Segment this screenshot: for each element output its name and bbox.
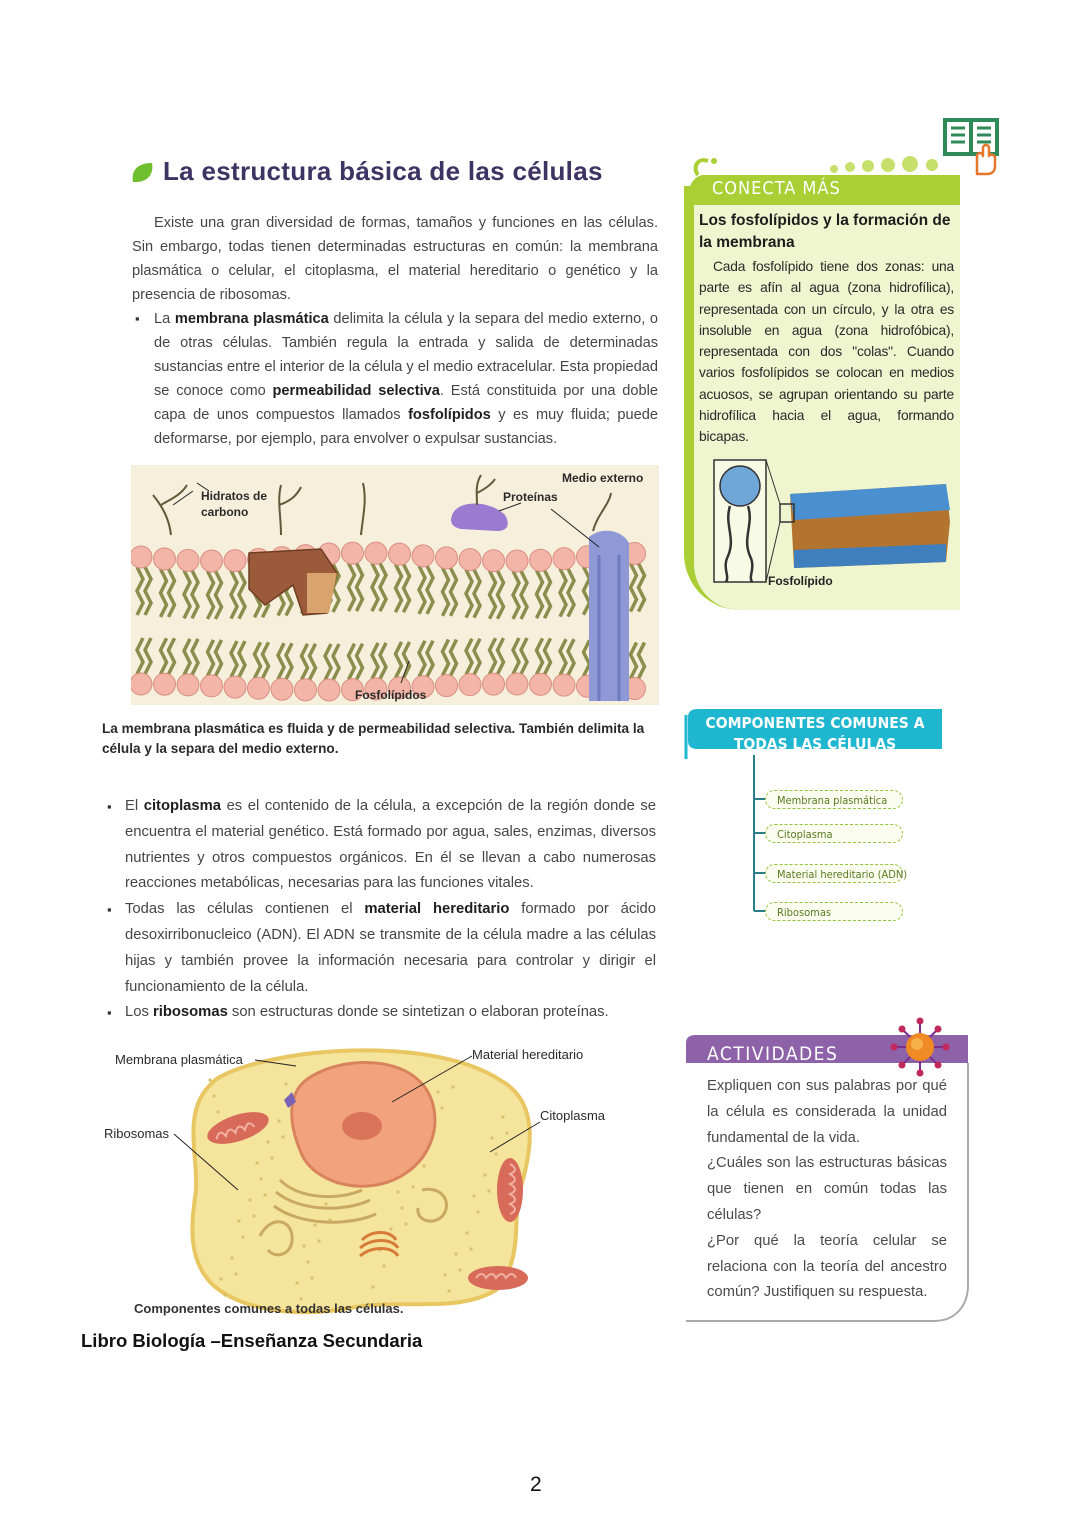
membrane-caption: La membrana plasmática es fluida y de permeabilidad selectiva. También delimita la célula y la separa del medio externo.: [102, 721, 645, 756]
ribosome-dot: [465, 1231, 468, 1234]
label-proteinas: Proteínas: [503, 490, 558, 504]
phospholipid-head: [483, 550, 505, 572]
phospholipid-head: [318, 679, 340, 701]
cell-caption: Componentes comunes a todas las células.: [134, 1301, 404, 1316]
ribosome-dot: [234, 1272, 237, 1275]
ribosome-dot: [252, 1214, 255, 1217]
label-fosfolipidos: Fosfolípidos: [355, 688, 427, 702]
ribosome-dot: [295, 1281, 298, 1284]
source-credit: Libro Biología –Enseñanza Secundaria: [81, 1330, 423, 1351]
ribosome-dot: [487, 1189, 490, 1192]
ribosome-dot: [454, 1252, 457, 1255]
phospholipid-head: [224, 676, 246, 698]
ribosome-dot: [458, 1268, 461, 1271]
ribosome-dot: [212, 1094, 215, 1097]
ribosome-dot: [284, 1082, 287, 1085]
ribosome-dot: [266, 1140, 269, 1143]
label-fosfolipido: Fosfolípido: [768, 574, 833, 588]
phospholipid-head: [553, 548, 575, 570]
page-number: 2: [530, 1473, 542, 1496]
ribosome-dot: [469, 1247, 472, 1250]
intro-paragraph: Existe una gran diversidad de formas, tamaños y funciones en las células. Sin embargo, todas tienen determinadas estructuras en común: la membrana plasmática o celular, el citoplasma, el material hereditario o genético y la presencia de ribosomas.: [132, 215, 658, 303]
ribosome-dot: [324, 1202, 327, 1205]
conecta-header: CONECTA MÁS: [712, 178, 841, 199]
list-item: ▪ El citoplasma es el contenido de la célula, a excepción de la región donde se encuentra el material genético. Está formado por agua, sales, enzimas, diversos nutrientes y otros compuestos orgánicos. En él se llevan a cabo numerosas reacciones metabólicas, necesarias para las funciones vitales.: [104, 794, 656, 897]
ribosome-dot: [208, 1078, 211, 1081]
phospholipid-head: [459, 549, 481, 571]
label-membrana-plasmatica: Membrana plasmática: [115, 1052, 243, 1067]
ribosome-dot: [447, 1289, 450, 1292]
componente-item: Material hereditario (ADN): [765, 864, 903, 883]
ribosome-dot: [317, 1239, 320, 1242]
phospholipid-head: [271, 678, 293, 700]
ribosome-dot: [396, 1190, 399, 1193]
ribosome-dot: [505, 1131, 508, 1134]
ribosome-dot: [263, 1193, 266, 1196]
ribosome-dot: [389, 1227, 392, 1230]
ribosome-dot: [230, 1256, 233, 1259]
phospholipid-illustration: [710, 458, 956, 598]
conecta-text: Cada fosfolípido tiene dos zonas: una parte es afín al agua (zona hidrofílica), representada con un círculo, y la otra es insoluble en agua (zona hidrofóbica), representada con dos "colas". Cuando varios fosfolípidos se colocan en medios acuosos, se agrupan orientando su parte hidrofílica hacia el agua, formando bicapas.: [699, 259, 954, 445]
actividades-title: ACTIVIDADES: [707, 1043, 839, 1065]
phospholipid-head: [459, 674, 481, 696]
phospholipid-head: [131, 546, 152, 568]
membrane-list: [132, 307, 658, 451]
phospholipid-head: [131, 673, 152, 695]
ribosome-dot: [476, 1210, 479, 1213]
ribosome-dot: [259, 1177, 262, 1180]
cell-illustration: [100, 1040, 620, 1330]
label-medio-externo: Medio externo: [562, 471, 644, 485]
componente-item: Membrana plasmática: [765, 790, 903, 809]
phospholipid-head: [412, 545, 434, 567]
ribosome-dot: [490, 1136, 493, 1139]
phospholipid-head: [177, 674, 199, 696]
ribosome-dot: [400, 1206, 403, 1209]
ribosome-dot: [382, 1264, 385, 1267]
phospholipid-head: [154, 673, 176, 695]
actividad-question: Expliquen con sus palabras por qué la célula es considerada la unidad fundamental de la vida.: [707, 1078, 947, 1146]
ribosome-dot: [404, 1222, 407, 1225]
phospholipid-head: [483, 673, 505, 695]
ribosome-dot: [248, 1198, 251, 1201]
ribosome-dot: [472, 1194, 475, 1197]
conecta-title: Los fosfolípidos y la formación de la membrana: [699, 212, 951, 251]
ribosome-dot: [302, 1244, 305, 1247]
phospholipid-head: [295, 679, 317, 701]
phospholipid-head: [342, 542, 364, 564]
title-bullet-icon: [130, 160, 155, 185]
ribosome-dot: [270, 1156, 273, 1159]
membrane-list-item: ▪ La membrana plasmática delimita la célula y la separa del medio externo, o de otras células. También regula la entrada y salida de determinadas sustancias entre el interior de la célula y el medio extracelular. Esta propiedad se conoce como permeabilidad selectiva. Está constituida por una doble capa de unos compuestos llamados fosfolípidos y es muy fluida; puede deformarse, por ejemplo, para envolver o expulsar sustancias.: [132, 307, 658, 451]
phospholipid-head: [530, 673, 552, 695]
ribosome-dot: [223, 1293, 226, 1296]
ribosome-dot: [241, 1235, 244, 1238]
phospholipid-head: [201, 675, 223, 697]
ribosome-dot: [422, 1164, 425, 1167]
list-item: ▪ Todas las células contienen el material hereditario formado por ácido desoxirribonucleico (ADN). El ADN se transmite de la célula madre a las células hijas y también provee la información necesaria para controlar y dirigir el funcionamiento de la célula.: [104, 897, 656, 1000]
ribosome-dot: [440, 1106, 443, 1109]
ribosome-dot: [306, 1260, 309, 1263]
ribosome-dot: [237, 1219, 240, 1222]
ribosome-dot: [443, 1273, 446, 1276]
phospholipid-head: [154, 548, 176, 570]
ribosome-dot: [219, 1277, 222, 1280]
components-list: [104, 794, 656, 1026]
label-hidratos-carbono: Hidratos de carbono: [201, 489, 268, 519]
ribosome-dot: [216, 1110, 219, 1113]
phospholipid-head: [201, 550, 223, 572]
phospholipid-head: [389, 543, 411, 565]
phospholipid-head: [224, 550, 246, 572]
phospholipid-head: [506, 550, 528, 572]
ribosome-dot: [313, 1223, 316, 1226]
componente-item: Citoplasma: [765, 824, 903, 843]
phospholipid-head: [248, 677, 270, 699]
label-material-hereditario: Material hereditario: [472, 1047, 584, 1062]
componente-item: Ribosomas: [765, 902, 903, 921]
phospholipid-head: [177, 549, 199, 571]
phospholipid-head: [436, 675, 458, 697]
ribosome-dot: [281, 1135, 284, 1138]
label-ribosomas: Ribosomas: [104, 1126, 170, 1141]
actividad-question: ¿Por qué la teoría celular se relaciona con la teoría del ancestro común? Justifiquen su respuesta.: [707, 1232, 947, 1301]
phospholipid-head: [553, 674, 575, 696]
ribosome-dot: [371, 1285, 374, 1288]
ribosome-dot: [494, 1152, 497, 1155]
ribosome-dot: [451, 1085, 454, 1088]
phospholipid-head: [506, 673, 528, 695]
ribosome-dot: [277, 1119, 280, 1122]
ribosome-dot: [483, 1173, 486, 1176]
ribosome-dot: [436, 1090, 439, 1093]
ribosome-dot: [411, 1185, 414, 1188]
actividades-questions: [707, 1074, 947, 1306]
ribosome-dot: [255, 1161, 258, 1164]
list-item: ▪ Los ribosomas son estructuras donde se sintetizan o elaboran proteínas.: [104, 1000, 656, 1026]
actividad-question: ¿Cuáles son las estructuras básicas que tienen en común todas las células?: [707, 1155, 947, 1223]
componentes-header: COMPONENTES COMUNES A TODAS LAS CÉLULAS: [705, 714, 925, 753]
phospholipid-head: [365, 542, 387, 564]
ribosome-dot: [310, 1276, 313, 1279]
phospholipid-head: [530, 549, 552, 571]
page-title: La estructura básica de las células: [163, 156, 603, 186]
phospholipid-head: [436, 547, 458, 569]
ribosome-dot: [501, 1115, 504, 1118]
label-citoplasma: Citoplasma: [540, 1108, 606, 1123]
